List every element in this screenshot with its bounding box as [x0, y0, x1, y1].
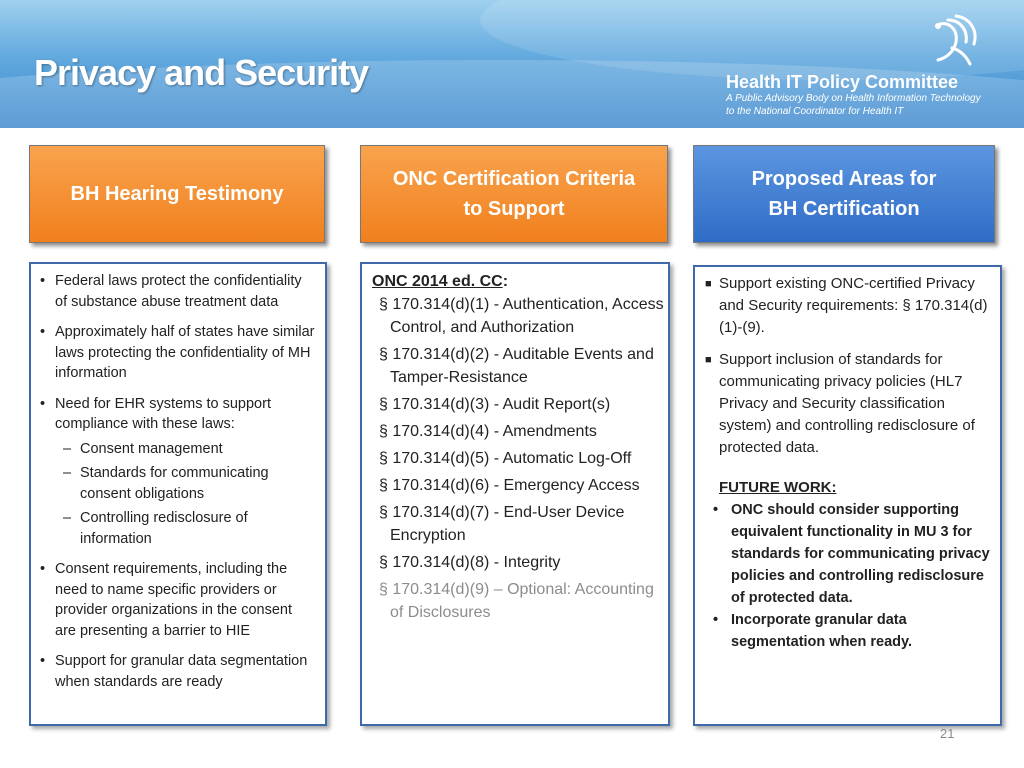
criterion-item: § 170.314(d)(2) - Auditable Events and Tamper-Resistance [379, 346, 654, 386]
criterion-item: § 170.314(d)(5) - Automatic Log-Off [379, 450, 632, 467]
column-header-label: to Support [463, 198, 565, 220]
column-header-label: ONC Certification Criteria [392, 168, 636, 190]
future-work-label: FUTURE WORK: [719, 479, 837, 496]
criterion-item: § 170.314(d)(6) - Emergency Access [379, 477, 640, 494]
proposed-areas-box [693, 265, 1002, 726]
page-title: Privacy and Security [34, 52, 369, 93]
column-header-label: BH Certification [768, 198, 920, 220]
column-header-proposed [693, 145, 995, 243]
criterion-item: § 170.314(d)(1) - Authentication, Access Control, and Authorization [379, 296, 664, 336]
list-item: • Approximately half of states have similar laws protecting the confidentiality of MH information [40, 324, 315, 381]
list-item: • Consent requirements, including the need to name specific providers or provider organizations in the consent are presenting a barrier to HIE [40, 561, 292, 639]
criterion-optional: § 170.314(d)(9) – Optional: Accounting of Disclosures [379, 581, 654, 621]
criterion-item: § 170.314(d)(4) - Amendments [379, 423, 597, 440]
org-name: Health IT Policy Committee [726, 72, 959, 92]
sub-list-item: – Standards for communicating consent obligations [63, 465, 269, 502]
criterion-item: § 170.314(d)(7) - End-User Device Encryption [379, 504, 625, 544]
proposed-item: ■ Support inclusion of standards for communicating privacy policies (HL7 Privacy and Security classification system) and controlling redisclosure of protected data. [705, 351, 975, 456]
column-header-onc [360, 145, 668, 243]
criterion-item: § 170.314(d)(3) - Audit Report(s) [379, 396, 611, 413]
sub-list-item: – Consent management [63, 440, 223, 457]
proposed-item: ■ Support existing ONC-certified Privacy and Security requirements: § 170.314(d)(1)-(9). [705, 275, 988, 336]
list-item: • Support for granular data segmentation when standards are ready [40, 653, 308, 690]
testimony-box [29, 262, 327, 726]
org-tagline-1: A Public Advisory Body on Health Information Technology [726, 93, 981, 104]
column-header-label: BH Hearing Testimony [70, 183, 284, 205]
column-header-testimony [29, 145, 325, 243]
onc-criteria-box [360, 262, 670, 726]
column-header-label: Proposed Areas for [751, 168, 937, 190]
future-work-item: • Incorporate granular data segmentation when ready. [713, 612, 913, 650]
criterion-item: § 170.314(d)(8) - Integrity [379, 554, 561, 571]
list-item: • Need for EHR systems to support compliance with these laws: – Consent management – Standards for communicating consent obligations – Controlling redisclosure of information [55, 394, 315, 550]
future-work-item: • ONC should consider supporting equivalent functionality in MU 3 for standards for communicating privacy policies and controlling redisclosure of protected data. [713, 502, 990, 606]
slide-number: 21 [940, 726, 955, 741]
onc-heading: ONC 2014 ed. CC: [372, 273, 509, 290]
list-item: • Federal laws protect the confidentiality of substance abuse treatment data [40, 273, 302, 310]
org-tagline-2: to the National Coordinator for Health IT [726, 106, 904, 117]
org-logo [726, 72, 981, 118]
hhs-eagle-icon [926, 12, 984, 68]
sub-list-item: – Controlling redisclosure of information [63, 510, 248, 547]
